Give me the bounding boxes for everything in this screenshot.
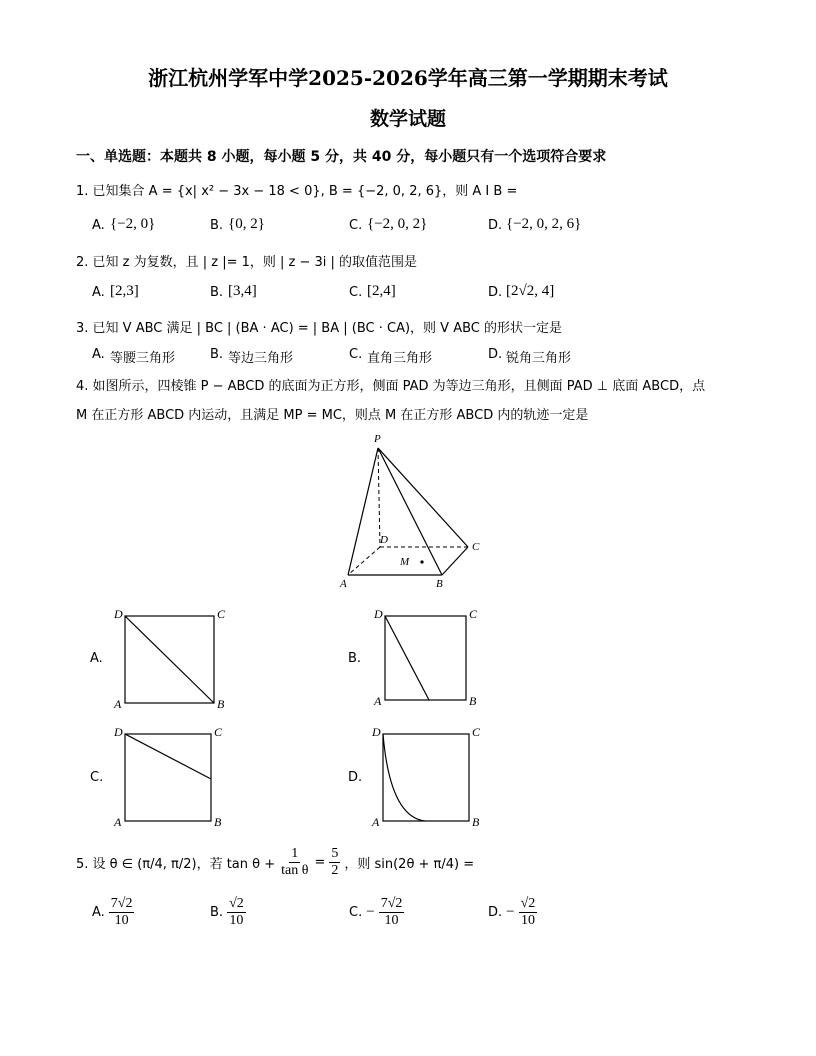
label-p: P [374,433,381,445]
question-3-text: 3. 已知 V ABC 满足 | BC | (BA · AC) = | BA | (BC · CA)，则 V ABC 的形状一定是 [76,321,562,336]
option-fraction [227,896,246,929]
square [385,616,466,700]
q5-text-post: ，则 sin(2θ + π/4) = [344,857,475,872]
minus-sign: − [366,904,375,920]
q5-option-a [92,896,134,929]
edge-bc [442,547,468,575]
trajectory-curve [383,734,425,821]
edge-pc [378,448,468,547]
option-d-label: D. [488,218,503,233]
corner-b: B [469,694,477,708]
corner-b: B [472,815,480,828]
numerator: 5 [331,846,339,861]
edge-pd [378,448,380,547]
corner-c: C [469,607,478,621]
option-a-value: 等腰三角形 [110,351,176,366]
minus-sign: − [506,904,515,920]
q5-option-b [210,896,246,929]
option-d-label: D. [488,285,503,300]
q4-option-b-label: B. [348,651,362,666]
edge-pb [378,448,442,575]
q4-option-d-label: D. [348,770,363,785]
corner-b: B [217,697,225,710]
question-4-line-2: M 在正方形 ABCD 内运动，且满足 MP = MC，则点 M 在正方形 ABCD 内的轨迹一定是 [76,408,589,423]
denominator: 2 [331,863,339,878]
q5-fraction-1 [279,846,310,879]
point-m [420,560,423,563]
q4-option-d-figure [370,722,495,828]
option-label: C. [349,905,363,920]
option-c-value: [2,4] [367,283,396,299]
option-d-value: [2√2, 4] [506,283,555,299]
option-d-value: 锐角三角形 [506,351,572,366]
question-4-line-1: 4. 如图所示，四棱锥 P − ABCD 的底面为正方形，侧面 PAD 为等边三角形，且侧面 PAD ⊥ 底面 ABCD，点 [76,379,706,394]
numerator: 7√2 [110,896,133,911]
numerator: 7√2 [380,896,403,911]
q5-fraction-2 [329,846,340,879]
option-b-label: B. [210,218,224,233]
label-a: A [340,578,347,590]
option-d-value: {−2, 0, 2, 6} [506,216,582,232]
option-label: B. [210,905,224,920]
square [125,734,211,821]
option-d-label: D. [488,347,503,362]
q4-option-a-label: A. [90,651,103,666]
denominator: tan θ [281,863,309,878]
q5-text-pre: 5. 设 θ ∈ (π/4, π/2)，若 tan θ + [76,857,276,872]
corner-c: C [214,725,223,739]
option-c-label: C. [349,347,363,362]
option-a-label: A. [92,347,105,362]
option-b-label: B. [210,285,224,300]
page-title: 浙江杭州学军中学2025-2026学年高三第一学期期末考试 [148,66,668,90]
option-a-value: {−2, 0} [110,216,156,232]
edge-da [348,547,380,575]
corner-d: D [114,607,123,621]
question-1-text: 1. 已知集合 A = {x| x² − 3x − 18 < 0}, B = {−2, 0, 2, 6}，则 A I B = [76,184,518,199]
q4-option-b-figure [370,604,495,710]
q5-equals: = [314,855,326,870]
label-c: C [472,541,480,553]
question-2-text: 2. 已知 z 为复数，且 | z |= 1，则 | z − 3i | 的取值范围是 [76,255,418,270]
option-a-label: A. [92,285,105,300]
denominator: 10 [229,913,244,928]
corner-c: C [472,725,481,739]
q5-option-c [349,896,404,929]
q4-option-c-figure [110,722,235,828]
corner-a: A [114,815,122,828]
edge-pa [348,448,378,575]
option-b-value: 等边三角形 [228,351,294,366]
option-b-label: B. [210,347,224,362]
corner-a: A [372,815,380,828]
corner-a: A [114,697,122,710]
page-subtitle: 数学试题 [369,108,446,130]
question-5-text [76,846,474,879]
corner-d: D [372,725,381,739]
option-label: D. [488,905,503,920]
trajectory [385,616,429,700]
corner-c: C [217,607,226,621]
trajectory [125,616,214,703]
numerator: √2 [229,896,244,911]
section-heading: 一、单选题：本题共 8 小题，每小题 5 分，共 40 分，每小题只有一个选项符合要求 [76,149,607,165]
denominator: 10 [384,913,399,928]
label-m: M [400,556,410,568]
numerator: 1 [291,846,299,861]
denominator: 10 [520,913,535,928]
option-c-value: {−2, 0, 2} [367,216,428,232]
option-c-label: C. [349,285,363,300]
q4-option-c-label: C. [90,770,104,785]
corner-d: D [114,725,123,739]
option-label: A. [92,905,105,920]
label-d: D [380,534,388,546]
trajectory [125,734,211,779]
option-a-label: A. [92,218,105,233]
option-b-value: [3,4] [228,283,257,299]
option-fraction [379,896,405,929]
corner-a: A [374,694,382,708]
numerator: √2 [520,896,536,911]
option-fraction [109,896,135,929]
denominator: 10 [114,913,129,928]
corner-b: B [214,815,222,828]
option-b-value: {0, 2} [228,216,265,232]
option-fraction [519,896,538,929]
pyramid-figure [330,430,500,595]
corner-d: D [374,607,383,621]
option-c-value: 直角三角形 [367,351,433,366]
label-b: B [436,578,443,590]
square [383,734,469,821]
q4-option-a-figure [110,604,235,710]
option-a-value: [2,3] [110,283,139,299]
option-c-label: C. [349,218,363,233]
q5-option-d [488,896,537,929]
